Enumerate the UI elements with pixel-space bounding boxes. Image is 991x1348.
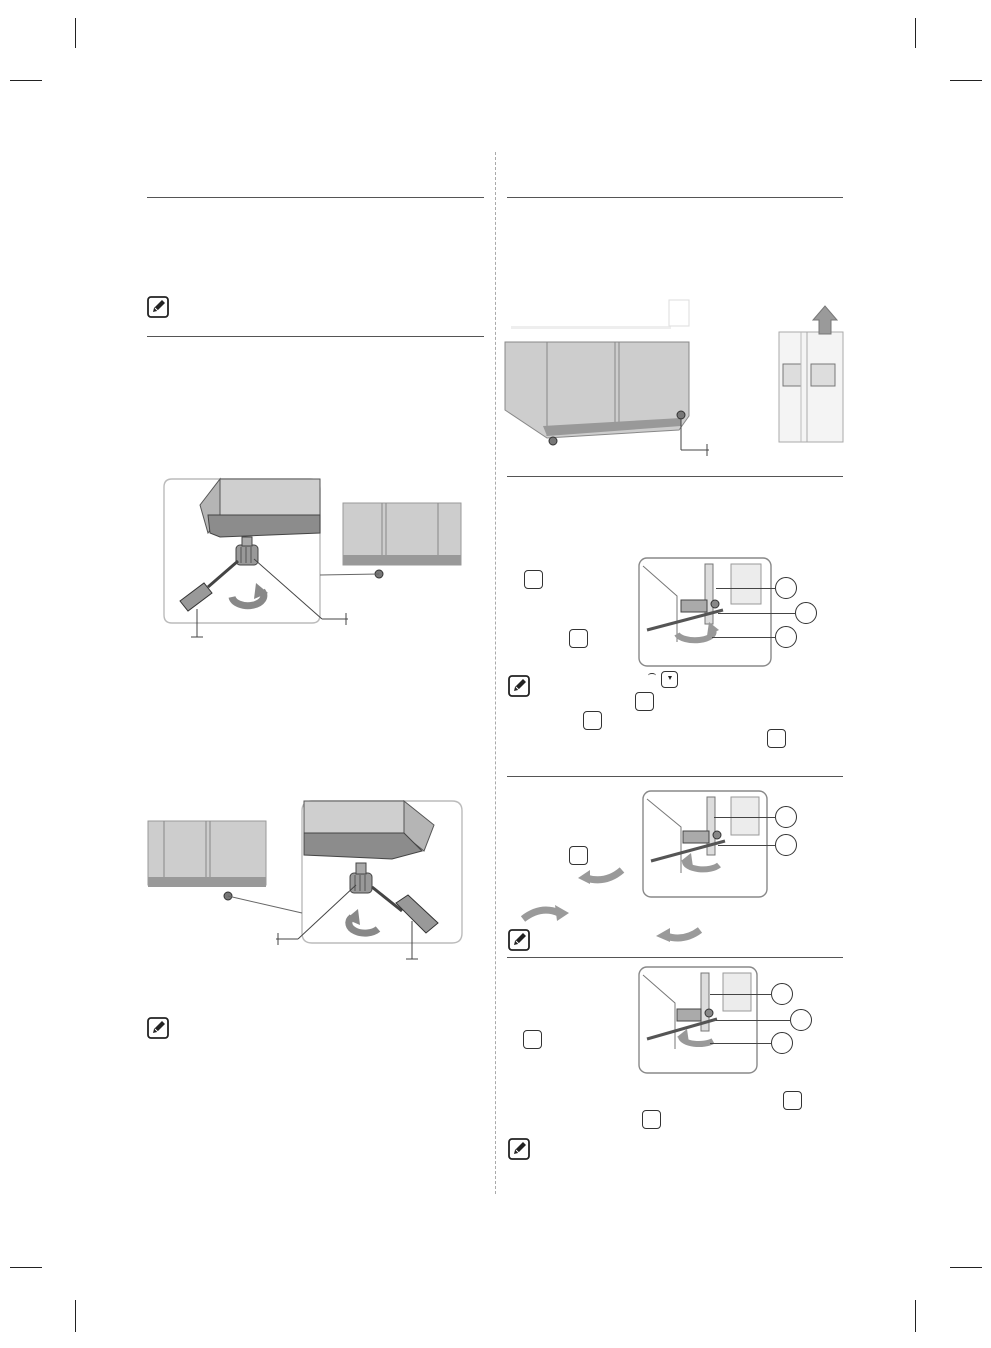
callout-leader [718, 613, 796, 614]
rotate-arrow-icon [654, 922, 704, 944]
small-arc-mark [648, 673, 656, 678]
leveling-foot-illustration-1 [160, 475, 465, 645]
crop-mark [75, 18, 76, 48]
step-marker [523, 1030, 542, 1049]
part-callout [771, 983, 793, 1005]
wrench-icon [661, 671, 678, 688]
callout-leader [718, 845, 776, 846]
callout-leader [710, 1043, 772, 1044]
section-rule [507, 476, 843, 477]
crop-mark [950, 1267, 982, 1268]
crop-mark [915, 1300, 916, 1332]
callout-leader [716, 1020, 791, 1021]
rotate-arrow-icon [576, 862, 626, 886]
crop-mark [10, 80, 42, 81]
part-callout [775, 577, 797, 599]
section-rule [507, 197, 843, 198]
door-hinge-illustration-1 [637, 556, 773, 668]
door-hinge-illustration-2 [641, 789, 769, 899]
callout-leader [716, 588, 776, 589]
section-rule [147, 336, 484, 337]
crop-mark [915, 18, 916, 48]
step-marker [642, 1110, 661, 1129]
fridge-front-illustration [503, 298, 847, 458]
part-callout [775, 626, 797, 648]
callout-leader [712, 637, 776, 638]
step-marker [635, 692, 654, 711]
crop-mark [75, 1300, 76, 1332]
pencil-note-icon [508, 929, 530, 951]
pencil-note-icon [147, 296, 169, 318]
callout-leader [714, 817, 776, 818]
crop-mark [950, 80, 982, 81]
callout-leader [710, 994, 772, 995]
part-callout [771, 1032, 793, 1054]
column-divider [495, 152, 496, 1194]
section-rule [507, 957, 843, 958]
part-callout [790, 1009, 812, 1031]
rotate-arrow-icon [521, 903, 571, 925]
pencil-note-icon [508, 675, 530, 697]
section-rule [507, 776, 843, 777]
step-marker [569, 629, 588, 648]
part-callout [775, 834, 797, 856]
step-marker [783, 1091, 802, 1110]
step-marker [583, 711, 602, 730]
step-marker [767, 729, 786, 748]
crop-mark [10, 1267, 42, 1268]
pencil-note-icon [147, 1017, 169, 1039]
section-rule [147, 197, 484, 198]
step-marker [524, 570, 543, 589]
part-callout [795, 602, 817, 624]
pencil-note-icon [508, 1138, 530, 1160]
part-callout [775, 806, 797, 828]
leveling-foot-illustration-2 [146, 797, 466, 967]
